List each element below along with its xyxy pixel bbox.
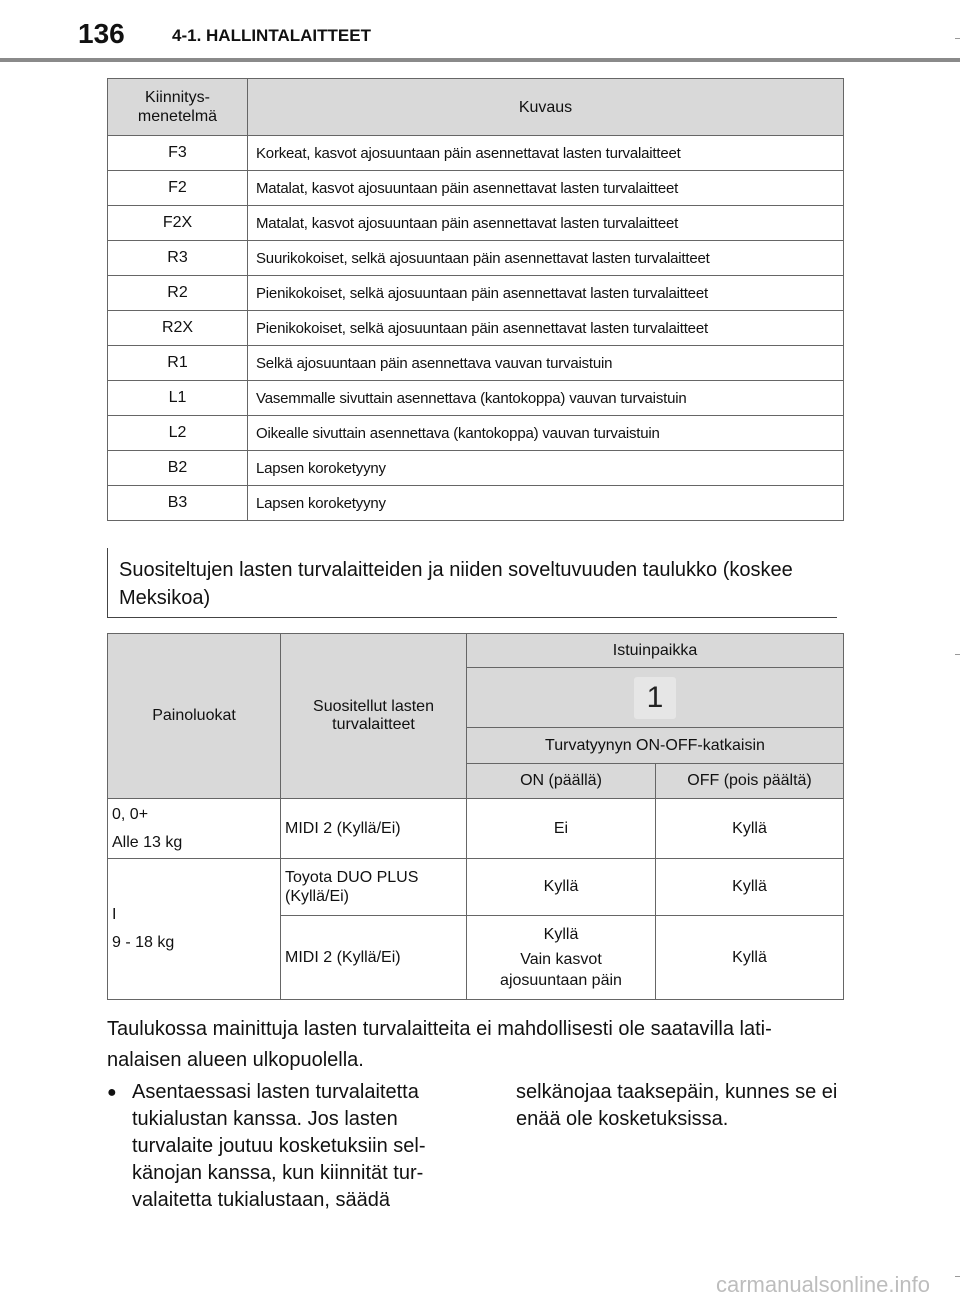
- bullet-continued: selkänojaa taaksepäin, kunnes se ei enää ole kosketuksissa.: [516, 1081, 838, 1130]
- off-value: Kyllä: [656, 916, 844, 1000]
- bullet-item: [107, 1079, 467, 1214]
- margin-tick: [955, 654, 960, 655]
- class-label: I: [112, 906, 117, 923]
- table-row: [108, 136, 844, 171]
- on-value: Kyllä: [467, 859, 656, 916]
- table-row: [108, 346, 844, 381]
- mounting-method-table: [107, 78, 844, 521]
- off-value: Kyllä: [656, 799, 844, 859]
- method-description: Suurikokoiset, selkä ajosuuntaan päin asennettavat lasten turvalaitteet: [248, 241, 844, 276]
- method-code: F2: [108, 171, 248, 206]
- seat-cell: MIDI 2 (Kyllä/Ei): [281, 799, 467, 859]
- method-description: Korkeat, kasvot ajosuuntaan päin asennettavat lasten turvalaitteet: [248, 136, 844, 171]
- method-description: Pienikokoiset, selkä ajosuuntaan päin asennettavat lasten turvalaitteet: [248, 276, 844, 311]
- seat-cell: Toyota DUO PLUS (Kyllä/Ei): [281, 859, 467, 916]
- col-header-description: Kuvaus: [248, 79, 844, 136]
- header-rule: [0, 58, 960, 62]
- page-number: 136: [78, 18, 125, 49]
- on-value: Ei: [467, 799, 656, 859]
- bullet-text: Asentaessasi lasten turvalaitetta tukialustan kanssa. Jos lasten turvalaite joutuu kosketuksiin sel-känojan kanssa, kun kiinnität tur-valaitetta tukialustaan, säädä: [132, 1081, 426, 1211]
- table-subtitle: Suositeltujen lasten turvalaitteiden ja niiden soveltuvuuden taulukko (koskee Meksikoa): [107, 548, 837, 618]
- availability-note: Taulukossa mainittuja lasten turvalaitteita ei mahdollisesti ole saatavilla lati-nalaisen alueen ulkopuolella.: [107, 1018, 772, 1071]
- col-header-off: OFF (pois päältä): [656, 764, 844, 799]
- col-header-method: Kiinnitys- menetelmä: [108, 79, 248, 136]
- method-code: L1: [108, 381, 248, 416]
- weight-class-cell: [108, 799, 281, 859]
- method-code: B3: [108, 486, 248, 521]
- table-row: [108, 206, 844, 241]
- table-row: [108, 486, 844, 521]
- weight-label: Alle 13 kg: [112, 833, 183, 851]
- on-value-cell: [467, 916, 656, 1000]
- method-code: L2: [108, 416, 248, 451]
- method-code: F3: [108, 136, 248, 171]
- off-value: Kyllä: [656, 859, 844, 916]
- table-row: [108, 416, 844, 451]
- seat-cell: MIDI 2 (Kyllä/Ei): [281, 916, 467, 1000]
- margin-tick: [955, 1276, 960, 1277]
- seat-number-icon: 1: [634, 677, 676, 719]
- seat-position-cell: [467, 668, 844, 728]
- on-value-note: Vain kasvot ajosuuntaan päin: [500, 951, 622, 989]
- method-description: Oikealle sivuttain asennettava (kantokoppa) vauvan turvaistuin: [248, 416, 844, 451]
- method-description: Selkä ajosuuntaan päin asennettava vauvan turvaistuin: [248, 346, 844, 381]
- method-description: Lapsen koroketyyny: [248, 486, 844, 521]
- method-code: R2: [108, 276, 248, 311]
- table-row: [108, 276, 844, 311]
- airbag-switch-header: Turvatyynyn ON-OFF-katkaisin: [467, 728, 844, 764]
- bullet-dot-icon: ●: [107, 1084, 117, 1101]
- weight-class-cell: [108, 859, 281, 1000]
- section-title: 4-1. HALLINTALAITTEET: [172, 26, 371, 45]
- method-code: F2X: [108, 206, 248, 241]
- method-description: Matalat, kasvot ajosuuntaan päin asennettavat lasten turvalaitteet: [248, 206, 844, 241]
- col-header-weight-class: Painoluokat: [108, 634, 281, 799]
- margin-tick: [955, 38, 960, 39]
- method-code: R2X: [108, 311, 248, 346]
- table-row: [108, 451, 844, 486]
- col-header-seating: Istuinpaikka: [467, 634, 844, 668]
- col-header-on: ON (päällä): [467, 764, 656, 799]
- watermark: carmanualsonline.info: [715, 1272, 930, 1297]
- suitability-table: [107, 633, 844, 1000]
- class-label: 0, 0+: [112, 805, 149, 823]
- method-code: B2: [108, 451, 248, 486]
- table-row: [108, 381, 844, 416]
- col-header-recommended: Suositellut lasten turvalaitteet: [281, 634, 467, 799]
- method-description: Pienikokoiset, selkä ajosuuntaan päin asennettavat lasten turvalaitteet: [248, 311, 844, 346]
- method-description: Lapsen koroketyyny: [248, 451, 844, 486]
- method-code: R1: [108, 346, 248, 381]
- table-row: [108, 171, 844, 206]
- weight-label: 9 - 18 kg: [112, 934, 175, 951]
- table-row: [108, 311, 844, 346]
- method-description: Vasemmalle sivuttain asennettava (kantokoppa) vauvan turvaistuin: [248, 381, 844, 416]
- method-code: R3: [108, 241, 248, 276]
- on-value: Kyllä: [543, 926, 579, 943]
- method-description: Matalat, kasvot ajosuuntaan päin asennettavat lasten turvalaitteet: [248, 171, 844, 206]
- table-row: [108, 241, 844, 276]
